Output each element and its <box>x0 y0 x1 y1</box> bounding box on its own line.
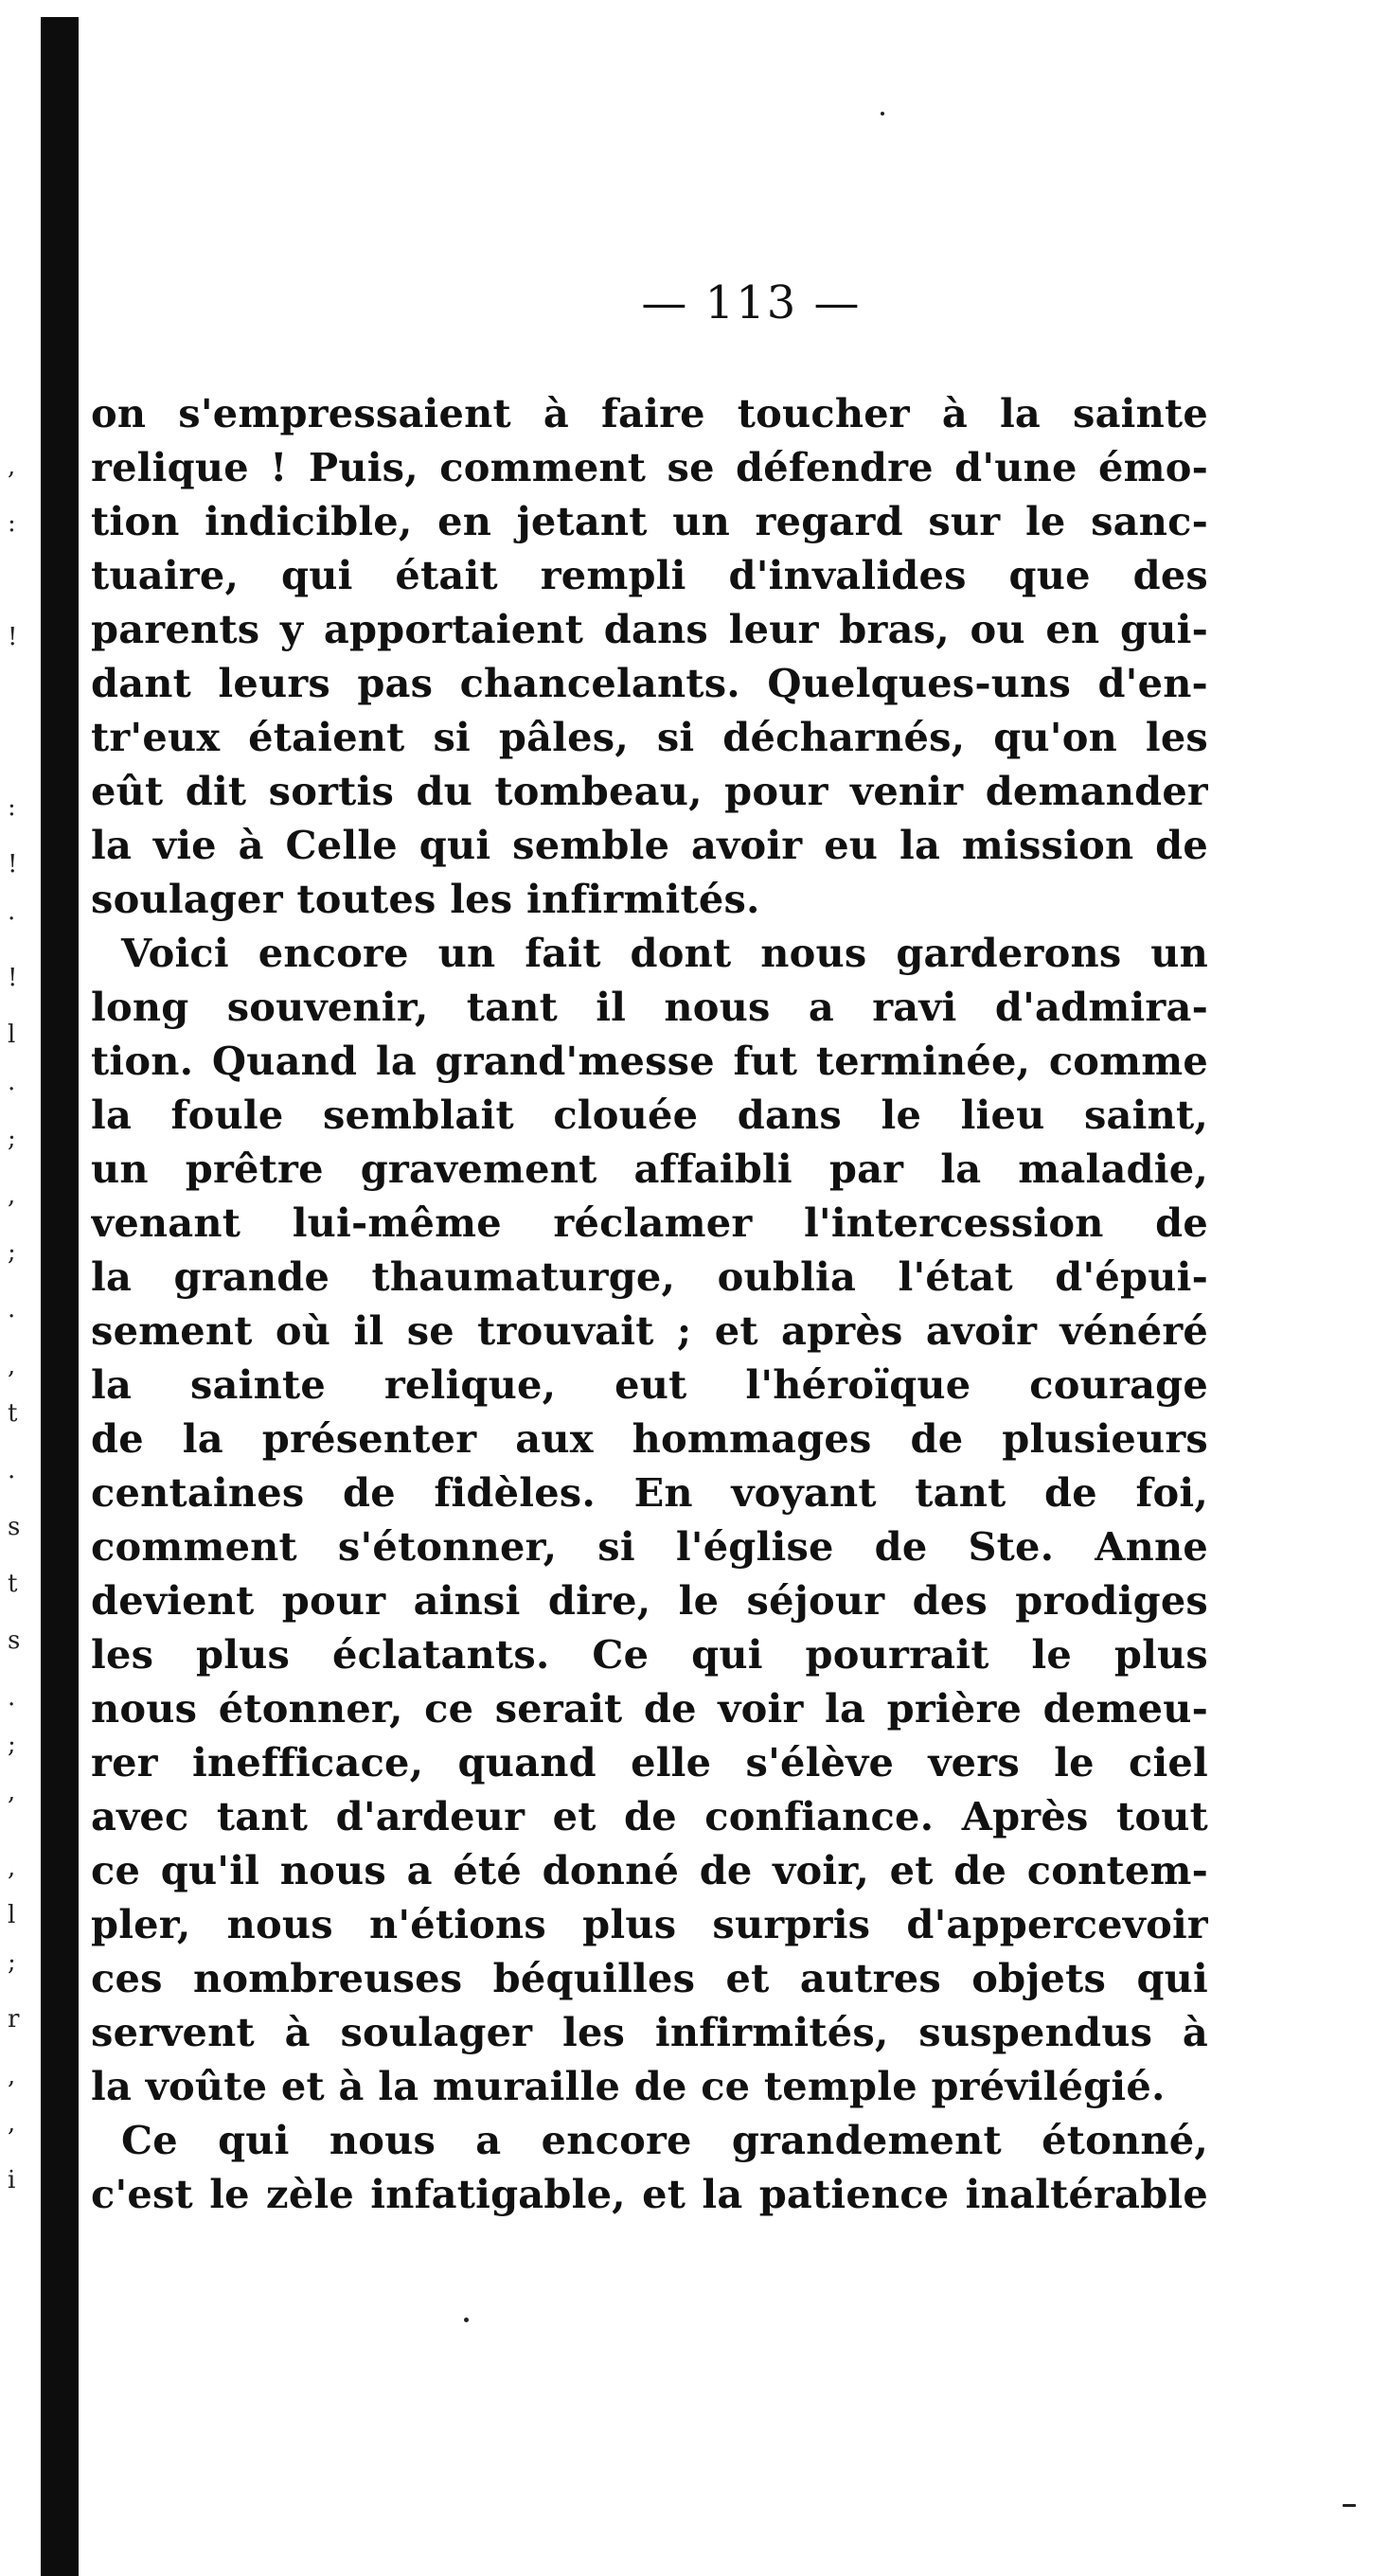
text-line: rer inefficace, quand elle s'élève vers le ciel <box>91 1739 1208 1785</box>
text-line: nous étonner, ce serait de voir la prière demeu- <box>91 1685 1208 1732</box>
gutter-speck: t <box>8 1399 18 1428</box>
gutter-speck: ! <box>8 964 18 992</box>
gutter-speck: ! <box>8 850 18 879</box>
page-number: — 113 — <box>641 276 862 329</box>
text-line: long souvenir, tant il nous a ravi d'admira- <box>91 984 1208 1030</box>
scan-speck <box>1343 2504 1356 2507</box>
binding-edge <box>41 17 79 2576</box>
gutter-speck: r <box>8 2005 20 2034</box>
text-line: ces nombreuses béquilles et autres objets qui <box>91 1955 1208 2001</box>
gutter-speck: ; <box>8 1948 16 1977</box>
text-line: devient pour ainsi dire, le séjour des prodiges <box>91 1577 1208 1624</box>
text-line: dant leurs pas chancelants. Quelques-uns d'en- <box>91 660 1208 706</box>
gutter-speck: : <box>8 793 16 822</box>
text-line: on s'empressaient à faire toucher à la sainte <box>91 390 1208 436</box>
gutter-speck: , <box>8 2062 16 2090</box>
gutter-speck: l <box>8 1021 16 1049</box>
text-line: ce qu'il nous a été donné de voir, et de contem- <box>91 1847 1208 1893</box>
text-line: centaines de fidèles. En voyant tant de foi, <box>91 1469 1208 1516</box>
gutter-speck: , <box>8 1778 16 1806</box>
text-line: la voûte et à la muraille de ce temple prévilégié. <box>91 2063 1166 2109</box>
text-line: avec tant d'ardeur et de confiance. Après tout <box>91 1793 1208 1839</box>
gutter-speck: , <box>8 1854 16 1882</box>
text-line: relique ! Puis, comment se défendre d'une émo- <box>91 444 1208 490</box>
text-line: pler, nous n'étions plus surpris d'appercevoir <box>91 1901 1208 1947</box>
text-line: comment s'étonner, si l'église de Ste. Anne <box>91 1523 1208 1570</box>
text-line: la foule semblait clouée dans le lieu saint, <box>91 1092 1208 1138</box>
text-line: de la présenter aux hommages de plusieurs <box>91 1415 1208 1462</box>
gutter-speck: ; <box>8 1731 16 1759</box>
gutter-speck: ; <box>8 1238 16 1267</box>
gutter-speck: s <box>8 1626 21 1655</box>
gutter-speck: , <box>8 1352 16 1380</box>
text-line: soulager toutes les infirmités. <box>91 876 760 922</box>
text-line: les plus éclatants. Ce qui pourrait le plus <box>91 1631 1208 1678</box>
scan-speck <box>881 112 884 115</box>
gutter-speck: , <box>8 1181 16 1210</box>
scan-speck <box>464 2318 469 2322</box>
text-line: la sainte relique, eut l'héroïque courage <box>91 1361 1208 1408</box>
gutter-speck: , <box>8 2109 16 2138</box>
text-line: la grande thaumaturge, oublia l'état d'épui- <box>91 1253 1208 1300</box>
text-line: parents y apportaient dans leur bras, ou en gui- <box>91 606 1208 652</box>
gutter-speck: s <box>8 1513 21 1541</box>
gutter-speck: t <box>8 1570 18 1598</box>
gutter-speck: . <box>8 1295 16 1324</box>
text-line: c'est le zèle infatigable, et la patience inaltérable <box>91 2171 1208 2217</box>
gutter-speck: ! <box>8 623 18 651</box>
text-line: servent à soulager les infirmités, suspendus à <box>91 2009 1208 2055</box>
gutter-speck: . <box>8 897 16 926</box>
text-line: tuaire, qui était rempli d'invalides que des <box>91 552 1208 598</box>
page-text <box>91 386 1208 2221</box>
gutter-speck: ; <box>8 1125 16 1153</box>
gutter-speck: . <box>8 1683 16 1712</box>
text-line: venant lui-même réclamer l'intercession de <box>91 1199 1208 1246</box>
gutter-speck: . <box>8 1068 16 1096</box>
text-line: eût dit sortis du tombeau, pour venir demander <box>91 768 1208 814</box>
text-line: tr'eux étaient si pâles, si décharnés, qu'on les <box>91 714 1208 760</box>
text-line: Ce qui nous a encore grandement étonné, <box>121 2117 1208 2163</box>
gutter-speck: l <box>8 1901 16 1929</box>
text-line: Voici encore un fait dont nous garderons un <box>121 930 1208 976</box>
gutter-speck: , <box>8 453 16 481</box>
gutter-speck: . <box>8 1456 16 1484</box>
text-line: tion indicible, en jetant un regard sur le sanc- <box>91 498 1208 544</box>
gutter-speck: i <box>8 2166 16 2194</box>
text-line: sement où il se trouvait ; et après avoir vénéré <box>91 1307 1208 1354</box>
gutter-speck: : <box>8 509 16 538</box>
text-line: la vie à Celle qui semble avoir eu la mission de <box>91 822 1208 868</box>
text-line: un prêtre gravement affaibli par la maladie, <box>91 1146 1208 1192</box>
text-line: tion. Quand la grand'messe fut terminée, comme <box>91 1038 1208 1084</box>
